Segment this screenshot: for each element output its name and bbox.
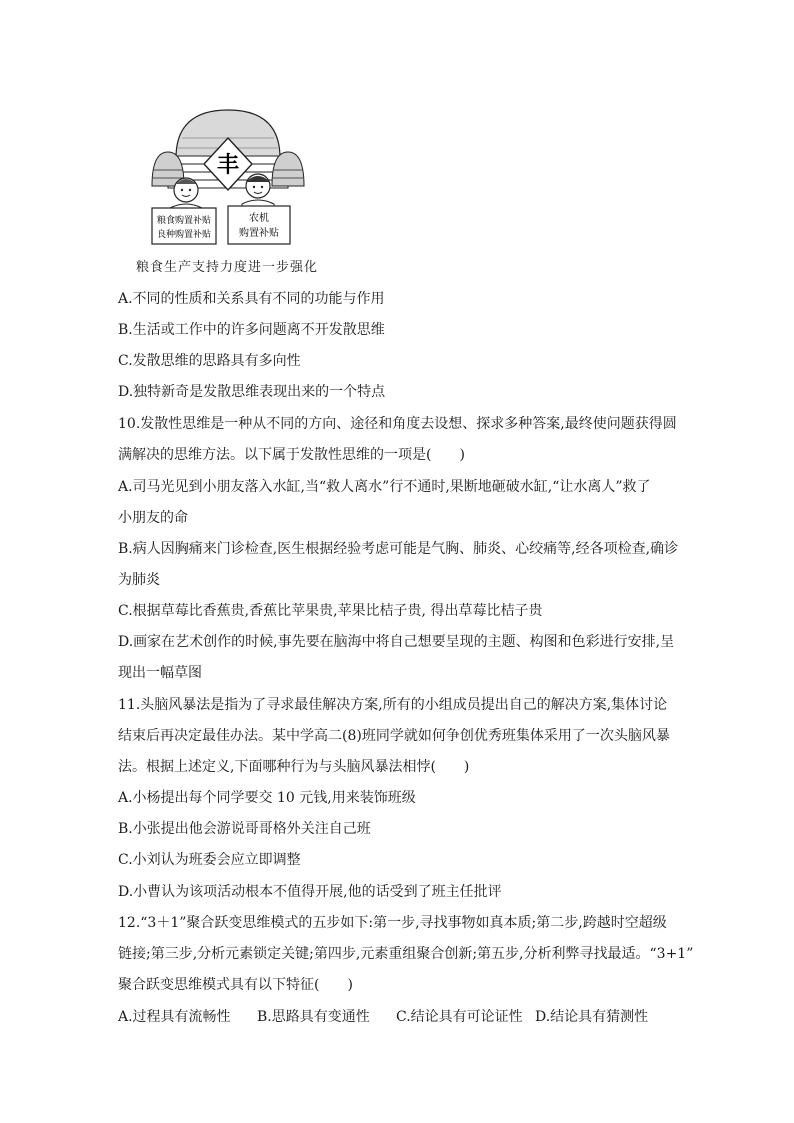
q9-option-d: D.独特新奇是发散思维表现出来的一个特点 [118, 384, 386, 400]
q11-stem-line-1: 11.头脑风暴法是指为了寻求最佳解决方案,所有的小组成员提出自己的解决方案,集体讨论 [118, 697, 668, 713]
q9-option-b: B.生活或工作中的许多问题离不开发散思维 [118, 322, 385, 338]
q11-stem-line-3: 法。根据上述定义,下面哪种行为与头脑风暴法相悖( ) [118, 759, 470, 775]
q10-option-d-line-1: D.画家在艺术创作的时候,事先要在脑海中将自己想要呈现的主题、构图和色彩进行安排,呈 [118, 634, 675, 650]
q11-option-d: D.小曹认为该项活动根本不值得开展,他的话受到了班主任批评 [118, 884, 502, 900]
q12-option-d: D.结论具有猜测性 [535, 1009, 649, 1025]
q9-option-a: A.不同的性质和关系具有不同的功能与作用 [118, 291, 385, 307]
sign-left-line-2: 良种购置补贴 [156, 230, 212, 240]
sign-right-line-2: 购置补贴 [239, 228, 279, 239]
q12-stem-line-2: 链接;第三步,分析元素锁定关键;第四步,元素重组聚合创新;第五步,分析利弊寻找最适。“3+1” [118, 946, 694, 962]
sign-right-line-1: 农机 [249, 213, 269, 224]
q12-option-c: C.结论具有可论证性 [396, 1009, 523, 1025]
q12-stem-line-1: 12.“3＋1”聚合跃变思维模式的五步如下:第一步,寻找事物如真本质;第二步,跨越时空超级 [118, 915, 667, 931]
q11-option-a: A.小杨提出每个同学要交 10 元钱,用来装饰班级 [118, 790, 416, 806]
grain-subsidy-illustration [148, 108, 308, 248]
illustration-caption: 粮食生产支持力度进一步强化 [136, 260, 319, 275]
q10-option-a-line-1: A.司马光见到小朋友落入水缸,当“救人离水”行不通时,果断地砸破水缸,“让水离人”救了 [118, 479, 651, 495]
q12-option-b: B.思路具有变通性 [257, 1009, 370, 1025]
q10-option-c: C.根据草莓比香蕉贵,香蕉比苹果贵,苹果比桔子贵, 得出草莓比桔子贵 [118, 603, 543, 619]
q10-option-b-line-2: 为肺炎 [118, 572, 160, 588]
q10-option-b-line-1: B.病人因胸痛来门诊检查,医生根据经验考虑可能是气胸、肺炎、心绞痛等,经各项检查,确诊 [118, 541, 679, 557]
sign-left [152, 208, 216, 244]
sign-left-line-1: 粮食购置补贴 [156, 216, 212, 226]
q12-option-a: A.过程具有流畅性 [118, 1009, 231, 1025]
q10-stem-line-1: 10.发散性思维是一种从不同的方向、途径和角度去设想、探求多种答案,最终使问题获得圆 [118, 416, 677, 432]
q10-option-d-line-2: 现出一幅草图 [118, 665, 202, 681]
q12-stem-line-3: 聚合跃变思维模式具有以下特征( ) [118, 977, 353, 993]
q10-option-a-line-2: 小朋友的命 [118, 510, 188, 526]
q11-stem-line-2: 结束后再决定最佳办法。某中学高二(8)班同学就如何争创优秀班集体采用了一次头脑风暴 [118, 728, 670, 744]
center-character: 丰 [216, 153, 240, 178]
q9-option-c: C.发散思维的思路具有多向性 [118, 353, 301, 369]
q11-option-b: B.小张提出他会游说哥哥格外关注自己班 [118, 821, 371, 837]
q11-option-c: C.小刘认为班委会应立即调整 [118, 852, 301, 868]
q10-stem-line-2: 满解决的思维方法。以下属于发散性思维的一项是( ) [118, 447, 465, 463]
sign-right [228, 206, 290, 244]
